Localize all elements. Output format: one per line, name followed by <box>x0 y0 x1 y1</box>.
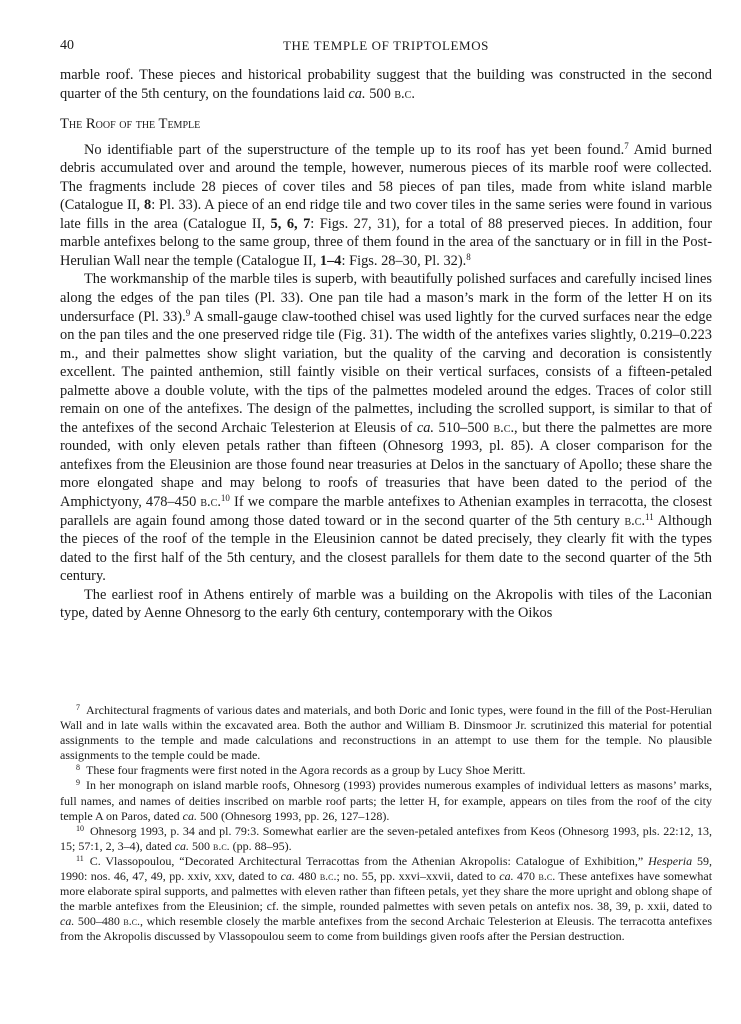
footnote-10: $^{10}$ Ohnesorg 1993, p. 34 and pl. 79:3. Somewhat earlier are the seven-petaled antefixes from Keos (Ohnesorg 1993, pls. 22:12, 13, 15; 57:1, 2, 3–4), dated ca. 500 b.c. (pp. 88–95). <box>60 823 712 853</box>
body-text <box>60 66 712 623</box>
page-number: 40 <box>60 38 74 53</box>
footnote-ref-8[interactable]: 8 <box>466 251 471 262</box>
footnotes <box>60 703 712 945</box>
section-heading: The Roof of the Temple <box>60 116 201 133</box>
footnote-ref-7[interactable]: 7 <box>624 140 629 151</box>
footnote-ref-10[interactable]: 10 <box>220 493 230 504</box>
footnote-11: $^{11}$ C. Vlassopoulou, “Decorated Architectural Terracottas from the Athenian Akropolis: Catalogue of Exhibition,” Hesperia 59, 1990: nos. 46, 47, 49, pp. xxiv, xxv, dated to ca. 480 b.c.; no. 55, pp. xxvi–xxvii, dated to ca. 470 b.c. These antefixes have somewhat more elaborate spiral supports, and palmettes with eleven rather than fifteen petals, yet they share the more upright and oblong shape of the marble antefixes from the Eleusinion; cf. the simple, rounded palmettes with seven petals on antefix nos. 38, 39, p. xxii, dated to ca. 500–480 b.c., which resemble closely the marble antefixes from the second Archaic Telesterion at Eleusis. The terracotta antefixes from the Akropolis discussed by Vlassopoulou seem to come from buildings given roofs after the Persian destruction. <box>60 853 713 944</box>
footnote-8: $^8$ These four fragments were first noted in the Agora records as a group by Lucy Shoe Meritt. <box>76 763 526 778</box>
intro-paragraph: marble roof. These pieces and historical probability suggest that the building was constructed in the second quarter of the 5th century, on the foundations laid ca. 500 b.c. <box>60 67 712 102</box>
footnote-ref-9[interactable]: 9 <box>185 307 191 318</box>
paragraph-roof-fragments: No identifiable part of the superstructure of the temple up to its roof has yet been found.$^7$ Amid burned debris accumulated over and around the temple, however, numerous pieces of its marble roof were collected. The fragments include 28 pieces of cover tiles and 58 pieces of pan tiles, made from white island marble (Catalogue II, 8: Pl. 33). A piece of an end ridge tile and two cover tiles in the same series were found in various late fills in the area (Catalogue II, 5, 6, 7: Figs. 27, 31), for a total of 88 preserved pieces. In addition, four marble antefixes belong to the same group, three of them found in the area of the sanctuary or in fill in the Post-Herulian Wall near the temple (Catalogue II, 1–4: Figs. 28–30, Pl. 32).$^8$ <box>60 140 712 269</box>
paragraph-earliest-roof: The earliest roof in Athens entirely of marble was a building on the Akropolis with tiles of the Laconian type, dated by Aenne Ohnesorg to the early 6th century, contemporary with the Oikos <box>60 586 712 622</box>
running-title: THE TEMPLE OF TRIPTOLEMOS <box>282 38 490 53</box>
paragraph-workmanship: The workmanship of the marble tiles is superb, with beautifully polished surfaces and carefully incised lines along the edges of the pan tiles (Pl. 33). One pan tile had a mason’s mark in the form of the letter H on its undersurface (Pl. 33).$^9$ A small-gauge claw-toothed chisel was used lightly for the curved surfaces near the edge on the pan tiles and the one preserved ridge tile (Fig. 31). The width of the antefixes varies slightly, 0.219–0.223 m., and their palmettes show slight variation, but the quality of the carving and decoration is consistently excellent. The painted anthemion, still faintly visible on their vertical surfaces, consists of a fifteen-petaled palmette above a double volute, with the tips of the palmettes modeled around the edges. Traces of color still remain on one of the antefixes. The design of the palmettes, including the scrolled support, is similar to that of the antefixes of the second Archaic Telesterion at Eleusis of ca. 510–500 b.c., but there the palmettes are more rounded, with only eleven petals rather than fifteen (Ohnesorg 1993, pl. 85). A closer comparison for the antefixes from the Eleusinion are those found near treasuries at Delos in the sanctuary of Apollo; these share the more elongated shape and may belong to roofs of treasuries that have been dated to the period of the Amphictyony, 478–450 b.c.$^{10}$ If we compare the marble antefixes to Athenian examples in terracotta, the closest parallels are again found among those dated toward or in the second quarter of the 5th century b.c.$^{11}$ Although the pieces of the roof of the temple in the Eleusinion cannot be dated precisely, they clearly fit with the types dated to the first half of the 5th century, and the closest parallels for them date to the second quarter of the 5th century. <box>60 271 713 585</box>
footnote-9: $^9$ In her monograph on island marble roofs, Ohnesorg (1993) provides numerous examples of individual letters as masons’ marks, full names, and names of deities inscribed on marble roof parts; the letter H, for example, appears on tiles from the roof of the city temple A on Paros, dated ca. 500 (Ohnesorg 1993, pp. 26, 127–128). <box>60 778 712 823</box>
page-header <box>60 38 712 58</box>
footnote-7: $^7$ Architectural fragments of various dates and materials, and both Doric and Ionic types, were found in the fill of the Post-Herulian Wall and in late walls within the excavated area. Both the author and William B. Dinsmoor Jr. scrutinized this material for potential assignments to the temple and made calculations and reconstructions in an attempt to use them for the temple. No plausible assignments to the temple could be made. <box>60 703 712 763</box>
footnote-ref-11[interactable]: 11 <box>645 511 654 522</box>
